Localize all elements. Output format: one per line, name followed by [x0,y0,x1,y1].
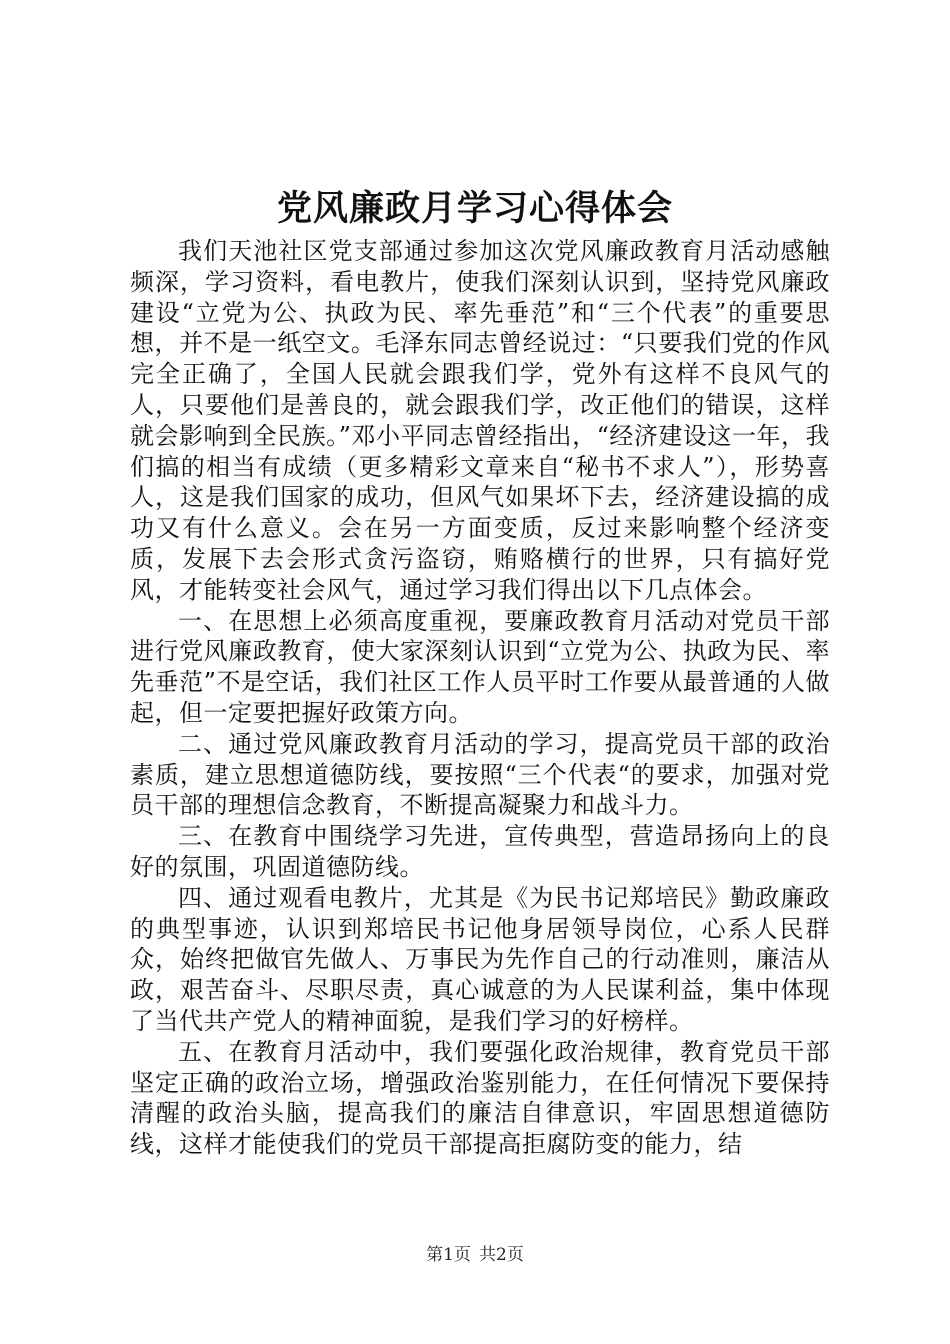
paragraph-point-4: 四、通过观看电教片，尤其是《为民书记郑培民》勤政廉政的典型事迹，认识到郑培民书记他身居领导岗位，心系人民群众，始终把做官先做人、万事民为先作自己的行动准则，廉洁从政，艰苦奋斗、尽职尽责，真心诚意的为人民谋利益，集中体现了当代共产党人的精神面貌，是我们学习的好榜样。 [130,883,830,1035]
document-title: 党风廉政月学习心得体会 [276,188,673,229]
paragraph-intro: 我们天池社区党支部通过参加这次党风廉政教育月活动感触频深，学习资料，看电教片，使我们深刻认识到，坚持党风廉政建设“立党为公、执政为民、率先垂范”和“三个代表”的重要思想，并不是一纸空文。毛泽东同志曾经说过：“只要我们党的作风完全正确了，全国人民就会跟我们学，党外有这样不良风气的人，只要他们是善良的，就会跟我们学，改正他们的错误，这样就会影响到全民族。”邓小平同志曾经指出，“经济建设这一年，我们搞的相当有成绩（更多精彩文章来自“秘书不求人”），形势喜人，这是我们国家的成功，但风气如果坏下去，经济建设搞的成功又有什么意义。会在另一方面变质，反过来影响整个经济变质，发展下去会形式贪污盗窃，贿赂横行的世界，只有搞好党风，才能转变社会风气，通过学习我们得出以下几点体会。 [130,237,830,604]
page-number-total: 共2页 [479,1245,524,1265]
paragraph-point-2: 二、通过党风廉政教育月活动的学习，提高党员干部的政治素质，建立思想道德防线，要按照“三个代表“的要求，加强对党员干部的理想信念教育，不断提高凝聚力和战斗力。 [130,729,830,820]
page-number-current: 第1页 [426,1245,471,1265]
page-footer [0,1244,950,1266]
paragraph-point-1: 一、在思想上必须高度重视，要廉政教育月活动对党员干部进行党风廉政教育，使大家深刻认识到“立党为公、执政为民、率先垂范”不是空话，我们社区工作人员平时工作要从最普通的人做起，但一定要把握好政策方向。 [130,606,830,727]
document-body [130,236,830,1160]
paragraph-point-3: 三、在教育中围绕学习先进，宣传典型，营造昂扬向上的良好的氛围，巩固道德防线。 [130,822,830,881]
paragraph-point-5: 五、在教育月活动中，我们要强化政治规律，教育党员干部坚定正确的政治立场，增强政治鉴别能力，在任何情况下要保持清醒的政治头脑，提高我们的廉洁自律意识，牢固思想道德防线，这样才能使我们的党员干部提高拒腐防变的能力，结 [130,1037,830,1159]
